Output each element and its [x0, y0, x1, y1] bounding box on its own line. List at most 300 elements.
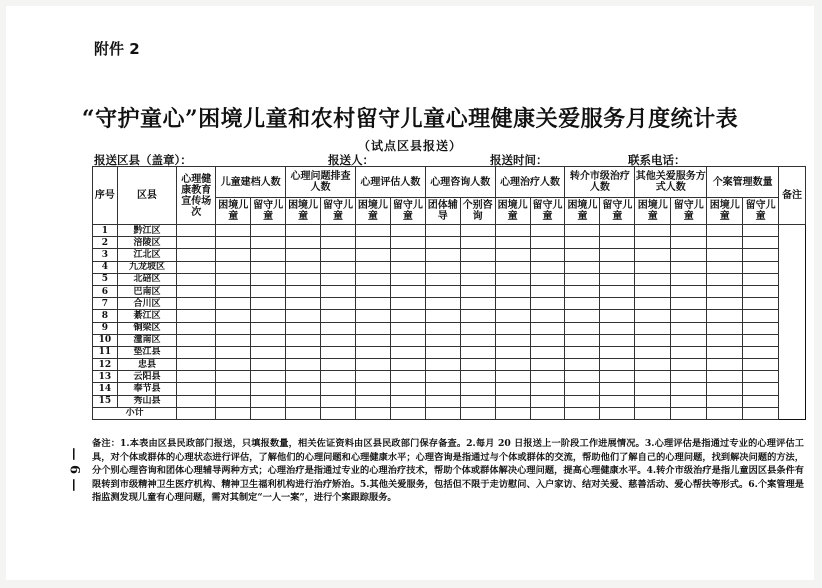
data-cell[interactable] [635, 346, 671, 358]
data-cell[interactable] [460, 395, 495, 407]
row-number: 14 [93, 383, 118, 395]
data-cell[interactable] [600, 273, 635, 285]
data-cell[interactable] [530, 322, 565, 334]
data-cell[interactable] [177, 395, 216, 407]
data-cell[interactable] [321, 249, 356, 261]
data-cell[interactable] [530, 395, 565, 407]
data-cell[interactable] [707, 383, 743, 395]
data-cell[interactable] [177, 298, 216, 310]
data-cell[interactable] [565, 310, 600, 322]
data-cell[interactable] [251, 359, 286, 371]
data-cell[interactable] [743, 225, 779, 237]
data-cell[interactable] [707, 334, 743, 346]
data-cell[interactable] [177, 237, 216, 249]
data-cell[interactable] [743, 298, 779, 310]
data-cell[interactable] [216, 334, 251, 346]
data-cell[interactable] [177, 407, 216, 419]
data-cell[interactable] [600, 225, 635, 237]
data-cell[interactable] [251, 225, 286, 237]
data-cell[interactable] [600, 261, 635, 273]
data-cell[interactable] [707, 407, 743, 419]
data-cell[interactable] [177, 322, 216, 334]
data-cell[interactable] [671, 273, 707, 285]
data-cell[interactable] [355, 407, 390, 419]
row-number: 6 [93, 285, 118, 297]
data-cell[interactable] [251, 249, 286, 261]
data-cell[interactable] [355, 298, 390, 310]
data-cell[interactable] [635, 407, 671, 419]
data-cell[interactable] [460, 285, 495, 297]
data-cell[interactable] [635, 237, 671, 249]
data-cell[interactable] [177, 261, 216, 273]
data-cell[interactable] [495, 249, 530, 261]
data-cell[interactable] [216, 322, 251, 334]
row-number: 13 [93, 371, 118, 383]
data-cell[interactable] [216, 298, 251, 310]
data-cell[interactable] [600, 237, 635, 249]
data-cell[interactable] [495, 298, 530, 310]
data-cell[interactable] [460, 334, 495, 346]
data-cell[interactable] [425, 225, 460, 237]
data-cell[interactable] [425, 249, 460, 261]
data-cell[interactable] [707, 285, 743, 297]
data-cell[interactable] [460, 225, 495, 237]
data-cell[interactable] [251, 371, 286, 383]
data-cell[interactable] [216, 249, 251, 261]
data-cell[interactable] [425, 273, 460, 285]
data-cell[interactable] [565, 237, 600, 249]
data-cell[interactable] [600, 383, 635, 395]
data-cell[interactable] [743, 371, 779, 383]
data-cell[interactable] [355, 359, 390, 371]
data-cell[interactable] [671, 334, 707, 346]
data-cell[interactable] [635, 225, 671, 237]
row-district: 铜梁区 [117, 322, 177, 334]
data-cell[interactable] [565, 334, 600, 346]
data-cell[interactable] [286, 371, 321, 383]
data-cell[interactable] [216, 407, 251, 419]
data-cell[interactable] [707, 322, 743, 334]
data-cell[interactable] [600, 359, 635, 371]
data-cell[interactable] [425, 310, 460, 322]
data-cell[interactable] [495, 285, 530, 297]
data-cell[interactable] [355, 225, 390, 237]
data-cell[interactable] [425, 261, 460, 273]
data-cell[interactable] [743, 273, 779, 285]
data-cell[interactable] [216, 273, 251, 285]
data-cell[interactable] [355, 322, 390, 334]
data-cell[interactable] [460, 310, 495, 322]
data-cell[interactable] [460, 383, 495, 395]
data-cell[interactable] [495, 334, 530, 346]
data-cell[interactable] [671, 371, 707, 383]
data-cell[interactable] [321, 298, 356, 310]
data-cell[interactable] [565, 383, 600, 395]
table-row [93, 285, 806, 297]
data-cell[interactable] [390, 310, 425, 322]
data-cell[interactable] [671, 285, 707, 297]
data-cell[interactable] [286, 225, 321, 237]
data-cell[interactable] [286, 322, 321, 334]
data-cell[interactable] [251, 346, 286, 358]
data-cell[interactable] [743, 261, 779, 273]
data-cell[interactable] [600, 249, 635, 261]
data-cell[interactable] [216, 359, 251, 371]
data-cell[interactable] [251, 273, 286, 285]
data-cell[interactable] [251, 322, 286, 334]
data-cell[interactable] [495, 395, 530, 407]
data-cell[interactable] [177, 383, 216, 395]
data-cell[interactable] [460, 249, 495, 261]
data-cell[interactable] [251, 395, 286, 407]
data-cell[interactable] [671, 249, 707, 261]
data-cell[interactable] [530, 225, 565, 237]
data-cell[interactable] [707, 298, 743, 310]
header-treatment: 心理治疗人数 [495, 167, 565, 198]
data-cell[interactable] [425, 395, 460, 407]
data-cell[interactable] [565, 273, 600, 285]
data-cell[interactable] [390, 383, 425, 395]
data-cell[interactable] [743, 346, 779, 358]
data-cell[interactable] [600, 334, 635, 346]
data-cell[interactable] [286, 407, 321, 419]
form-subtitle: （试点区县报送） [357, 139, 462, 153]
data-cell[interactable] [425, 285, 460, 297]
data-cell[interactable] [565, 322, 600, 334]
data-cell[interactable] [355, 249, 390, 261]
data-cell[interactable] [495, 225, 530, 237]
data-cell[interactable] [743, 310, 779, 322]
data-cell[interactable] [321, 359, 356, 371]
data-cell[interactable] [321, 334, 356, 346]
data-cell[interactable] [425, 298, 460, 310]
data-cell[interactable] [321, 261, 356, 273]
data-cell[interactable] [286, 237, 321, 249]
data-cell[interactable] [460, 407, 495, 419]
data-cell[interactable] [707, 371, 743, 383]
data-cell[interactable] [425, 237, 460, 249]
data-cell[interactable] [216, 371, 251, 383]
data-cell[interactable] [565, 249, 600, 261]
data-cell[interactable] [286, 273, 321, 285]
data-cell[interactable] [286, 346, 321, 358]
data-cell[interactable] [321, 383, 356, 395]
data-cell[interactable] [286, 261, 321, 273]
data-cell[interactable] [177, 359, 216, 371]
data-cell[interactable] [565, 395, 600, 407]
data-cell[interactable] [635, 261, 671, 273]
data-cell[interactable] [251, 310, 286, 322]
data-cell[interactable] [460, 261, 495, 273]
data-cell[interactable] [707, 395, 743, 407]
data-cell[interactable] [565, 346, 600, 358]
data-cell[interactable] [286, 310, 321, 322]
sub-kunjing: 困境儿童 [565, 198, 600, 225]
sub-kunjing: 困境儿童 [286, 198, 321, 225]
data-cell[interactable] [390, 273, 425, 285]
header-screening: 心理问题排查人数 [286, 167, 356, 198]
data-cell[interactable] [635, 371, 671, 383]
data-cell[interactable] [743, 249, 779, 261]
row-number: 4 [93, 261, 118, 273]
data-cell[interactable] [671, 322, 707, 334]
data-cell[interactable] [390, 237, 425, 249]
data-cell[interactable] [390, 285, 425, 297]
table-row [93, 298, 806, 310]
data-cell[interactable] [460, 346, 495, 358]
data-cell[interactable] [251, 261, 286, 273]
data-cell[interactable] [635, 285, 671, 297]
data-cell[interactable] [671, 261, 707, 273]
data-cell[interactable] [495, 383, 530, 395]
data-cell[interactable] [355, 261, 390, 273]
data-cell[interactable] [530, 359, 565, 371]
data-cell[interactable] [635, 383, 671, 395]
data-cell[interactable] [286, 334, 321, 346]
data-cell[interactable] [635, 298, 671, 310]
data-cell[interactable] [495, 346, 530, 358]
data-cell[interactable] [321, 322, 356, 334]
data-cell[interactable] [321, 285, 356, 297]
data-cell[interactable] [743, 322, 779, 334]
data-cell[interactable] [177, 310, 216, 322]
data-cell[interactable] [177, 334, 216, 346]
data-cell[interactable] [177, 346, 216, 358]
data-cell[interactable] [671, 346, 707, 358]
data-cell[interactable] [390, 298, 425, 310]
data-cell[interactable] [671, 383, 707, 395]
data-cell[interactable] [355, 310, 390, 322]
data-cell[interactable] [321, 273, 356, 285]
data-cell[interactable] [286, 395, 321, 407]
data-cell[interactable] [177, 273, 216, 285]
data-cell[interactable] [565, 359, 600, 371]
data-cell[interactable] [707, 249, 743, 261]
data-cell[interactable] [707, 310, 743, 322]
data-cell[interactable] [600, 298, 635, 310]
data-cell[interactable] [743, 334, 779, 346]
data-cell[interactable] [565, 407, 600, 419]
data-cell[interactable] [251, 334, 286, 346]
row-district: 垫江县 [117, 346, 177, 358]
data-cell[interactable] [671, 310, 707, 322]
data-cell[interactable] [707, 237, 743, 249]
data-cell[interactable] [390, 371, 425, 383]
data-cell[interactable] [743, 285, 779, 297]
data-cell[interactable] [565, 261, 600, 273]
data-cell[interactable] [425, 346, 460, 358]
table-row [93, 322, 806, 334]
data-cell[interactable] [707, 225, 743, 237]
data-cell[interactable] [743, 237, 779, 249]
data-cell[interactable] [425, 407, 460, 419]
data-cell[interactable] [530, 383, 565, 395]
data-cell[interactable] [530, 334, 565, 346]
data-cell[interactable] [495, 273, 530, 285]
data-cell[interactable] [495, 261, 530, 273]
document-page [6, 6, 814, 580]
data-cell[interactable] [600, 371, 635, 383]
data-cell[interactable] [321, 237, 356, 249]
data-cell[interactable] [707, 273, 743, 285]
table-row [93, 310, 806, 322]
data-cell[interactable] [425, 359, 460, 371]
data-cell[interactable] [530, 249, 565, 261]
data-cell[interactable] [707, 359, 743, 371]
data-cell[interactable] [635, 322, 671, 334]
data-cell[interactable] [495, 322, 530, 334]
data-cell[interactable] [216, 395, 251, 407]
data-cell[interactable] [530, 298, 565, 310]
data-cell[interactable] [321, 225, 356, 237]
data-cell[interactable] [635, 359, 671, 371]
data-cell[interactable] [286, 359, 321, 371]
data-cell[interactable] [216, 383, 251, 395]
data-cell[interactable] [177, 225, 216, 237]
data-cell[interactable] [565, 298, 600, 310]
data-cell[interactable] [495, 359, 530, 371]
data-cell[interactable] [707, 346, 743, 358]
data-cell[interactable] [216, 310, 251, 322]
row-district: 奉节县 [117, 383, 177, 395]
data-cell[interactable] [251, 237, 286, 249]
data-cell[interactable] [600, 322, 635, 334]
data-cell[interactable] [321, 346, 356, 358]
data-cell[interactable] [635, 249, 671, 261]
data-cell[interactable] [460, 273, 495, 285]
data-cell[interactable] [671, 298, 707, 310]
data-cell[interactable] [495, 237, 530, 249]
data-cell[interactable] [671, 395, 707, 407]
data-cell[interactable] [600, 407, 635, 419]
data-cell[interactable] [286, 249, 321, 261]
subtotal-label: 小计 [93, 407, 177, 419]
data-cell[interactable] [743, 383, 779, 395]
data-cell[interactable] [460, 237, 495, 249]
data-cell[interactable] [530, 261, 565, 273]
data-cell[interactable] [355, 383, 390, 395]
data-cell[interactable] [251, 407, 286, 419]
data-cell[interactable] [355, 334, 390, 346]
data-cell[interactable] [390, 359, 425, 371]
data-cell[interactable] [177, 371, 216, 383]
data-cell[interactable] [251, 298, 286, 310]
data-cell[interactable] [286, 383, 321, 395]
data-cell[interactable] [707, 261, 743, 273]
data-cell[interactable] [530, 407, 565, 419]
header-seq: 序号 [93, 167, 118, 225]
data-cell[interactable] [177, 249, 216, 261]
data-cell[interactable] [671, 407, 707, 419]
data-cell[interactable] [635, 273, 671, 285]
sub-kunjing: 困境儿童 [355, 198, 390, 225]
data-cell[interactable] [177, 285, 216, 297]
data-cell[interactable] [390, 407, 425, 419]
data-cell[interactable] [635, 310, 671, 322]
data-cell[interactable] [251, 383, 286, 395]
data-cell[interactable] [460, 371, 495, 383]
table-row [93, 249, 806, 261]
row-district: 合川区 [117, 298, 177, 310]
data-cell[interactable] [495, 310, 530, 322]
data-cell[interactable] [286, 285, 321, 297]
data-cell[interactable] [425, 383, 460, 395]
data-cell[interactable] [321, 395, 356, 407]
data-cell[interactable] [600, 285, 635, 297]
data-cell[interactable] [390, 322, 425, 334]
data-cell[interactable] [390, 346, 425, 358]
data-cell[interactable] [460, 359, 495, 371]
data-cell[interactable] [425, 334, 460, 346]
data-cell[interactable] [216, 237, 251, 249]
data-cell[interactable] [321, 407, 356, 419]
data-cell[interactable] [635, 334, 671, 346]
data-cell[interactable] [390, 225, 425, 237]
data-cell[interactable] [425, 322, 460, 334]
data-cell[interactable] [216, 346, 251, 358]
data-cell[interactable] [743, 395, 779, 407]
data-cell[interactable] [530, 346, 565, 358]
data-cell[interactable] [321, 310, 356, 322]
data-cell[interactable] [671, 359, 707, 371]
data-cell[interactable] [355, 371, 390, 383]
data-cell[interactable] [530, 273, 565, 285]
data-cell[interactable] [565, 225, 600, 237]
data-cell[interactable] [321, 371, 356, 383]
data-cell[interactable] [251, 285, 286, 297]
data-cell[interactable] [355, 395, 390, 407]
data-cell[interactable] [743, 359, 779, 371]
data-cell[interactable] [530, 237, 565, 249]
data-cell[interactable] [530, 310, 565, 322]
sub-kunjing: 困境儿童 [216, 198, 251, 225]
data-cell[interactable] [355, 273, 390, 285]
table-row [93, 395, 806, 407]
data-cell[interactable] [355, 237, 390, 249]
table-row [93, 273, 806, 285]
data-cell[interactable] [671, 237, 707, 249]
row-number: 7 [93, 298, 118, 310]
data-cell[interactable] [460, 298, 495, 310]
data-cell[interactable] [600, 346, 635, 358]
data-cell[interactable] [565, 285, 600, 297]
data-cell[interactable] [390, 261, 425, 273]
page-number: — 6 — [66, 447, 82, 492]
data-cell[interactable] [216, 261, 251, 273]
data-cell[interactable] [530, 371, 565, 383]
data-cell[interactable] [390, 395, 425, 407]
data-cell[interactable] [495, 371, 530, 383]
data-cell[interactable] [460, 322, 495, 334]
data-cell[interactable] [495, 407, 530, 419]
data-cell[interactable] [216, 225, 251, 237]
data-cell[interactable] [635, 395, 671, 407]
data-cell[interactable] [565, 371, 600, 383]
data-cell[interactable] [390, 334, 425, 346]
data-cell[interactable] [671, 225, 707, 237]
data-cell[interactable] [600, 395, 635, 407]
data-cell[interactable] [600, 310, 635, 322]
data-cell[interactable] [216, 285, 251, 297]
data-cell[interactable] [743, 407, 779, 419]
data-cell[interactable] [355, 285, 390, 297]
data-cell[interactable] [355, 346, 390, 358]
data-cell[interactable] [530, 285, 565, 297]
row-number: 15 [93, 395, 118, 407]
data-cell[interactable] [286, 298, 321, 310]
data-cell[interactable] [425, 371, 460, 383]
data-cell[interactable] [390, 249, 425, 261]
